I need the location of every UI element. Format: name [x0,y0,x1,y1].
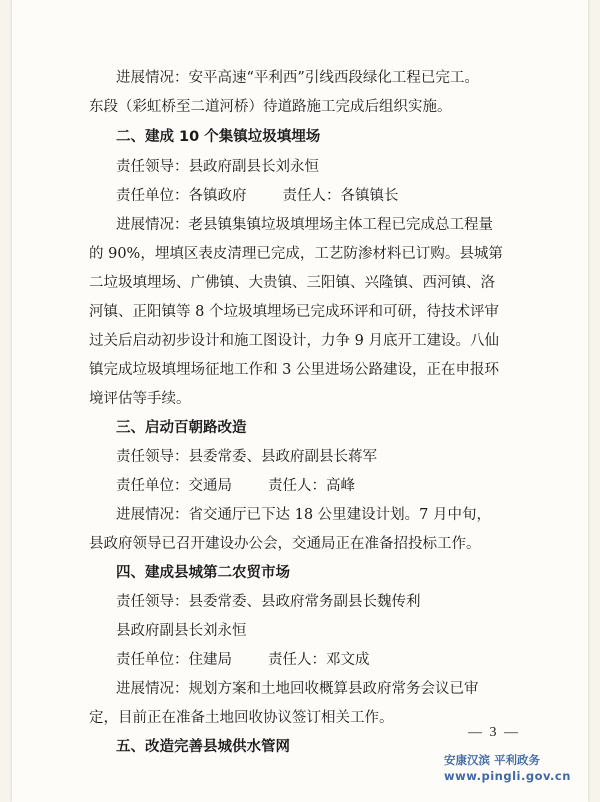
paragraph-line: 进展情况：安平高速“平利西”引线西段绿化工程已完工。 [116,70,479,86]
responsible-leader: 责任领导：县政府副县长刘永恒 [116,159,319,175]
responsible-unit-row [12,186,588,206]
paragraph-line: 县政府领导已召开建设办公会，交通局正在准备招投标工作。 [89,536,481,552]
responsible-leader: 责任领导：县委常委、县政府副县长蒋军 [116,449,377,465]
responsible-person: 责任人：邓文成 [268,652,370,668]
paragraph-line: 定，目前正在准备土地回收协议签订相关工作。 [89,710,394,726]
watermark-url: www.pingli.gov.cn [444,769,571,783]
site-watermark [444,752,571,784]
responsible-unit: 责任单位：各镇政府 [116,188,247,204]
page-number: — 3 — [468,725,520,740]
responsible-person: 责任人：各镇镇长 [282,188,399,204]
responsible-unit-row [12,650,588,670]
paragraph-line: 河镇、正阳镇等 8 个垃圾填埋场已完成环评和可研，待技术评审 [89,304,499,320]
section-heading: 三、启动百朝路改造 [116,420,247,436]
paragraph-line: 镇完成垃圾填埋场征地工作和 3 公里进场公路建设，正在申报环 [89,362,499,378]
paragraph-line: 东段（彩虹桥至二道河桥）待道路施工完成后组织实施。 [89,99,452,115]
responsible-unit: 责任单位：住建局 [116,652,232,668]
responsible-leader: 责任领导：县委常委、县政府常务副县长魏传利 [116,594,421,610]
paragraph-line: 进展情况：省交通厅已下达 18 公里建设计划。7 月中旬， [116,507,492,523]
paragraph-line: 进展情况：老县镇集镇垃圾填埋场主体工程已完成总工程量 [116,217,493,233]
responsible-leader-cont: 县政府副县长刘永恒 [116,623,247,639]
paragraph-line: 过关后启动初步设计和施工图设计，力争 9 月底开工建设。八仙 [89,333,499,349]
section-heading: 五、改造完善县城供水管网 [116,739,290,755]
watermark-name: 安康汉滨 平利政务 [444,753,541,767]
paragraph-line: 境评估等手续。 [89,391,191,407]
section-heading: 二、建成 10 个集镇垃圾填埋场 [116,129,321,145]
document-page [12,0,588,802]
responsible-unit-row [12,476,588,496]
responsible-unit: 责任单位：交通局 [116,478,232,494]
paragraph-line: 进展情况：规划方案和土地回收概算县政府常务会议已审 [116,681,479,697]
paragraph-line: 二垃圾填埋场、广佛镇、大贵镇、三阳镇、兴隆镇、西河镇、洛 [89,275,495,291]
responsible-person: 责任人：高峰 [268,478,355,494]
paragraph-line: 的 90%，埋填区表皮清理已完成，工艺防渗材料已订购。县城第 [89,246,503,262]
section-heading: 四、建成县城第二农贸市场 [116,565,290,581]
